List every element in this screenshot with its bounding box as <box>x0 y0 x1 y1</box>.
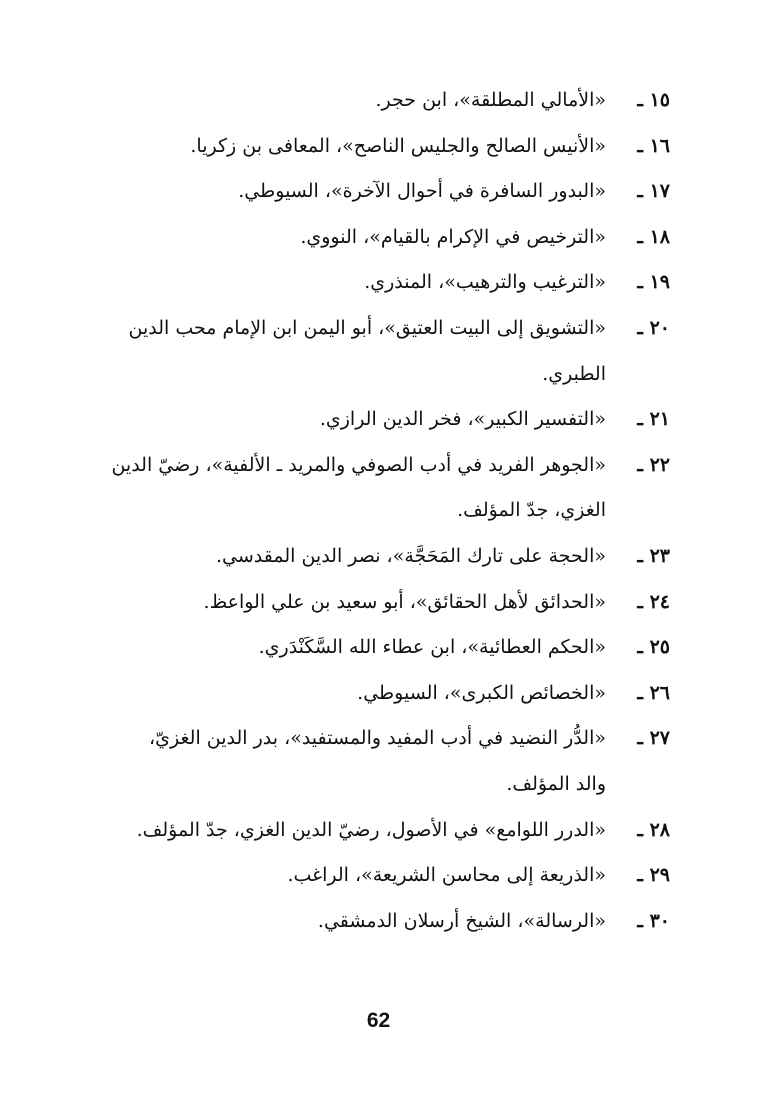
entry-text-line: «البدور السافرة في أحوال الآخرة»، السيوطي. <box>238 180 606 203</box>
entry-text-line: «الترغيب والترهيب»، المنذري. <box>364 271 606 294</box>
bibliography-entry <box>80 124 670 170</box>
entry-number: ١٧ ـ <box>637 180 670 203</box>
entry-text <box>80 716 606 807</box>
entry-text-line: «الرسالة»، الشيخ أرسلان الدمشقي. <box>317 909 606 932</box>
entry-number: ٢٠ ـ <box>637 316 670 339</box>
entry-text <box>80 78 606 124</box>
entry-number: ٢٣ ـ <box>637 544 670 567</box>
entry-text <box>80 124 606 170</box>
entry-number: ٢٩ ـ <box>637 864 670 887</box>
bibliography-list <box>80 78 670 944</box>
entry-text-line: «الحدائق لأهل الحقائق»، أبو سعيد بن علي الواعظ. <box>203 590 606 613</box>
entry-number: ١٩ ـ <box>637 271 670 294</box>
bibliography-entry <box>80 853 670 899</box>
entry-text-line: «الذريعة إلى محاسن الشريعة»، الراغب. <box>287 864 606 887</box>
entry-number: ٢٢ ـ <box>637 453 670 476</box>
entry-text-line: الغزي، جدّ المؤلف. <box>457 499 606 522</box>
bibliography-entry <box>80 534 670 580</box>
entry-text-line: «الأمالي المطلقة»، ابن حجر. <box>375 89 606 111</box>
entry-number: ٢٨ ـ <box>637 818 670 841</box>
entry-text <box>80 397 606 443</box>
bibliography-entry <box>80 260 670 306</box>
entry-text <box>80 808 606 854</box>
entry-number: ١٦ ـ <box>637 134 670 157</box>
bibliography-entry <box>80 397 670 443</box>
entry-text-line: «التفسير الكبير»، فخر الدين الرازي. <box>319 408 606 431</box>
bibliography-entry <box>80 716 670 807</box>
bibliography-entry <box>80 443 670 534</box>
bibliography-entry <box>80 169 670 215</box>
entry-number: ٢٤ ـ <box>637 590 670 613</box>
entry-text-line: «الترخيص في الإكرام بالقيام»، النووي. <box>300 225 606 248</box>
entry-text <box>80 443 606 534</box>
bibliography-entry <box>80 625 670 671</box>
entry-text-line: «الحكم العطائية»، ابن عطاء الله السَّكَنْدَري. <box>258 636 606 659</box>
entry-text-line: «الحجة على تارك المَحَجَّة»، نصر الدين المقدسي. <box>215 544 606 567</box>
bibliography-entry <box>80 215 670 261</box>
entry-number: ٣٠ ـ <box>637 909 670 932</box>
entry-number: ٢٧ ـ <box>637 727 670 750</box>
bibliography-entry <box>80 808 670 854</box>
entry-text-line: «التشويق إلى البيت العتيق»، أبو اليمن ابن الإمام محب الدين <box>128 316 606 339</box>
entry-text <box>80 215 606 261</box>
entry-number: ١٥ ـ <box>637 89 670 111</box>
bibliography-entry <box>80 671 670 717</box>
bibliography-entry <box>80 306 670 397</box>
entry-text-line: الطبري. <box>542 362 606 385</box>
bibliography-entry <box>80 580 670 626</box>
entry-number: ١٨ ـ <box>637 225 670 248</box>
entry-text-line: «الدرر اللوامع» في الأصول، رضيّ الدين الغزي، جدّ المؤلف. <box>136 818 606 841</box>
page-number: 62 <box>366 1009 391 1032</box>
entry-text-line: «الخصائص الكبرى»، السيوطي. <box>357 681 606 704</box>
bibliography-entry <box>80 78 670 124</box>
entry-text-line: «الأنيس الصالح والجليس الناصح»، المعافى بن زكريا. <box>190 134 606 157</box>
entry-text <box>80 853 606 899</box>
entry-text <box>80 534 606 580</box>
entry-text <box>80 899 606 945</box>
entry-text <box>80 260 606 306</box>
entry-text <box>80 580 606 626</box>
entry-number: ٢١ ـ <box>637 408 670 431</box>
entry-text-line: «الدُّر النضيد في أدب المفيد والمستفيد»، بدر الدين الغزيّ، <box>149 727 606 750</box>
entry-number: ٢٥ ـ <box>637 636 670 659</box>
entry-text-line: «الجوهر الفريد في أدب الصوفي والمريد ـ الألفية»، رضيّ الدين <box>111 453 606 476</box>
entry-text <box>80 671 606 717</box>
entry-number: ٢٦ ـ <box>637 681 670 704</box>
entry-text <box>80 625 606 671</box>
bibliography-entry <box>80 899 670 945</box>
entry-text <box>80 306 606 397</box>
entry-text <box>80 169 606 215</box>
entry-text-line: والد المؤلف. <box>506 772 606 795</box>
